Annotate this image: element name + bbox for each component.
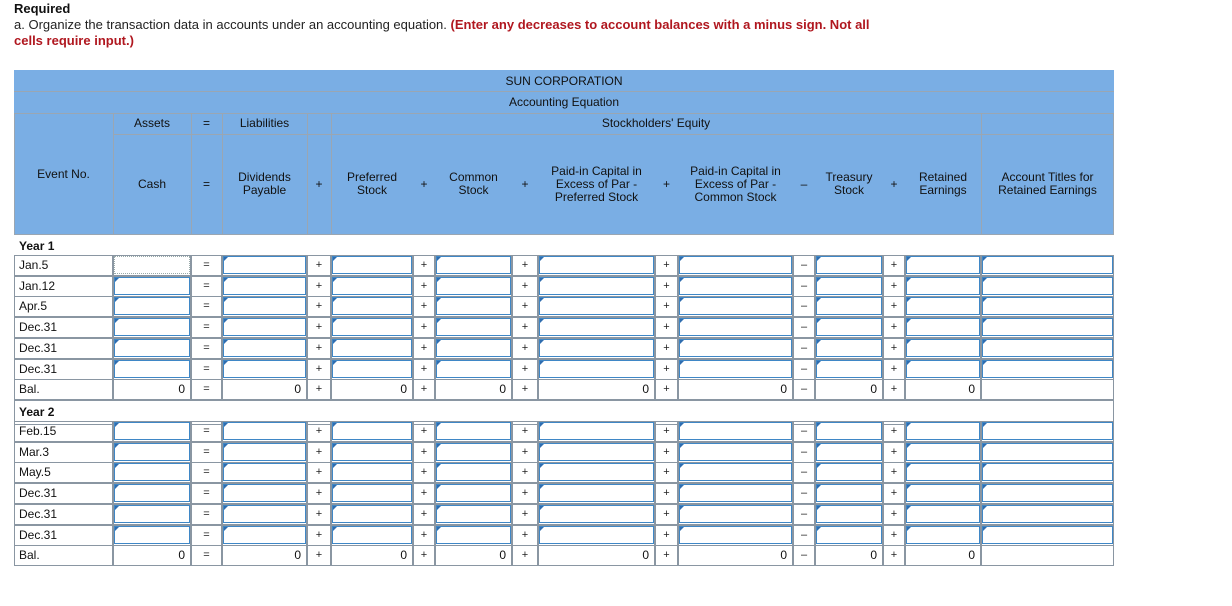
account-titles-input[interactable] bbox=[982, 443, 1113, 461]
minus-sign: – bbox=[800, 383, 808, 396]
plus-sign: + bbox=[315, 487, 323, 500]
plus-sign: + bbox=[663, 528, 670, 541]
balance-label: Bal. bbox=[19, 382, 40, 397]
plus-header-1: + bbox=[315, 176, 323, 191]
minus-header: – bbox=[800, 176, 808, 191]
header-rule bbox=[113, 134, 1114, 135]
treasury-stock-input[interactable] bbox=[816, 360, 882, 378]
pic-common-input[interactable] bbox=[679, 484, 792, 502]
cash-input[interactable] bbox=[114, 422, 190, 440]
plus-sign: + bbox=[315, 300, 323, 313]
dividends-payable-input[interactable] bbox=[223, 318, 306, 336]
common-stock-input[interactable] bbox=[436, 526, 511, 544]
dividends_payable-balance: 0 bbox=[294, 548, 301, 563]
pic-preferred-input[interactable] bbox=[539, 484, 654, 502]
balance-label: Bal. bbox=[19, 548, 40, 563]
plus-sign: + bbox=[420, 507, 428, 520]
plus-sign: + bbox=[315, 549, 323, 562]
account-titles-input[interactable] bbox=[982, 526, 1113, 544]
pic-preferred-input[interactable] bbox=[539, 443, 654, 461]
plus-sign: + bbox=[890, 321, 898, 334]
header-rule bbox=[14, 234, 1114, 235]
pic-preferred-input[interactable] bbox=[539, 463, 654, 481]
dividends-payable-input[interactable] bbox=[223, 277, 306, 295]
minus-sign: – bbox=[800, 445, 808, 458]
treasury-stock-input[interactable] bbox=[816, 422, 882, 440]
common_stock-balance: 0 bbox=[499, 548, 506, 563]
common-stock-input[interactable] bbox=[436, 505, 511, 523]
pic-common-input[interactable] bbox=[679, 277, 792, 295]
dividends-payable-input[interactable] bbox=[223, 339, 306, 357]
pic-common-input[interactable] bbox=[679, 318, 792, 336]
retained-earnings-input[interactable] bbox=[906, 360, 980, 378]
dividends-payable-input[interactable] bbox=[223, 443, 306, 461]
treasury-stock-input[interactable] bbox=[816, 443, 882, 461]
cash-input[interactable] bbox=[114, 277, 190, 295]
equals-sign: = bbox=[203, 425, 210, 437]
plus-header-5: + bbox=[890, 176, 898, 191]
plus-sign: + bbox=[315, 259, 323, 271]
preferred-stock-input[interactable] bbox=[332, 484, 412, 502]
event-label: Apr.5 bbox=[19, 299, 48, 314]
treasury-stock-input[interactable] bbox=[816, 505, 882, 523]
pic-common-input[interactable] bbox=[679, 526, 792, 544]
pic-preferred-input[interactable] bbox=[539, 360, 654, 378]
header-divider bbox=[113, 113, 114, 235]
treasury_stock-balance: 0 bbox=[870, 548, 877, 563]
pic-common-input[interactable] bbox=[679, 463, 792, 481]
dividends-payable-input[interactable] bbox=[223, 422, 306, 440]
cash-input[interactable] bbox=[114, 526, 190, 544]
year-label: Year 2 bbox=[19, 405, 55, 419]
plus-sign: + bbox=[890, 466, 898, 479]
pic-common-header: Paid-in Capital in Excess of Par - Common Stock bbox=[690, 163, 781, 204]
pic-preferred-input[interactable] bbox=[539, 297, 654, 315]
plus-sign: + bbox=[890, 362, 898, 375]
pic-preferred-input[interactable] bbox=[539, 505, 654, 523]
event-label: May.5 bbox=[19, 465, 51, 480]
retained-earnings-input[interactable] bbox=[906, 484, 980, 502]
plus-sign: + bbox=[663, 300, 670, 313]
cash-header: Cash bbox=[137, 176, 166, 191]
minus-sign: – bbox=[800, 487, 808, 500]
plus-sign: + bbox=[420, 466, 428, 479]
treasury-stock-input[interactable] bbox=[816, 277, 882, 295]
pic-common-input[interactable] bbox=[679, 422, 792, 440]
cash-balance: 0 bbox=[178, 548, 185, 563]
treasury_stock-balance: 0 bbox=[870, 382, 877, 397]
plus-sign: + bbox=[315, 362, 323, 375]
plus-sign: + bbox=[890, 487, 898, 500]
plus-sign: + bbox=[663, 279, 670, 292]
header-divider bbox=[14, 113, 15, 235]
instruction-main: a. Organize the transaction data in accounts under an accounting equation. bbox=[14, 17, 451, 32]
account-titles-input[interactable] bbox=[982, 318, 1113, 336]
common-stock-input[interactable] bbox=[436, 277, 511, 295]
plus-sign: + bbox=[663, 362, 670, 375]
plus-sign: + bbox=[420, 425, 428, 437]
plus-sign: + bbox=[420, 549, 428, 562]
cell-border bbox=[981, 545, 1114, 566]
plus-header-2: + bbox=[420, 176, 428, 191]
preferred-stock-input[interactable] bbox=[332, 339, 412, 357]
minus-sign: – bbox=[800, 341, 808, 354]
preferred-stock-input[interactable] bbox=[332, 256, 412, 274]
treasury-stock-input[interactable] bbox=[816, 297, 882, 315]
plus-sign: + bbox=[315, 445, 323, 458]
preferred-stock-input[interactable] bbox=[332, 277, 412, 295]
common-stock-input[interactable] bbox=[436, 484, 511, 502]
minus-sign: – bbox=[800, 528, 808, 541]
event-label: Feb.15 bbox=[19, 424, 57, 438]
event-label: Mar.3 bbox=[19, 444, 50, 459]
cash-input[interactable] bbox=[114, 318, 190, 336]
required-heading: Required bbox=[14, 1, 71, 16]
equals-sign: = bbox=[203, 528, 210, 541]
plus-sign: + bbox=[521, 487, 529, 500]
account-titles-input[interactable] bbox=[982, 277, 1113, 295]
retained-earnings-input[interactable] bbox=[906, 318, 980, 336]
cash-input[interactable] bbox=[114, 360, 190, 378]
preferred_stock-balance: 0 bbox=[400, 548, 407, 563]
treasury-stock-header: Treasury Stock bbox=[825, 170, 873, 197]
equals-sign: = bbox=[203, 466, 210, 479]
accounting-equation-table bbox=[14, 70, 1114, 588]
plus-sign: + bbox=[890, 279, 898, 292]
plus-sign: + bbox=[420, 445, 428, 458]
event-label: Jan.12 bbox=[19, 278, 56, 293]
retained-earnings-input[interactable] bbox=[906, 339, 980, 357]
common-stock-header: Common Stock bbox=[449, 170, 498, 197]
cell-border bbox=[981, 379, 1114, 400]
pic-preferred-input[interactable] bbox=[539, 256, 654, 274]
plus-sign: + bbox=[890, 341, 898, 354]
pic-common-input[interactable] bbox=[679, 339, 792, 357]
plus-sign: + bbox=[420, 259, 428, 271]
minus-sign: – bbox=[800, 362, 808, 375]
event-label: Dec.31 bbox=[19, 340, 58, 355]
plus-sign: + bbox=[663, 383, 670, 396]
minus-sign: – bbox=[800, 321, 808, 334]
plus-sign: + bbox=[890, 383, 898, 396]
plus-sign: + bbox=[521, 259, 529, 271]
equity-group-label: Stockholders' Equity bbox=[601, 116, 711, 130]
plus-sign: + bbox=[420, 383, 428, 396]
pic-preferred-input[interactable] bbox=[539, 422, 654, 440]
plus-sign: + bbox=[315, 279, 323, 292]
minus-sign: – bbox=[800, 507, 808, 520]
plus-sign: + bbox=[663, 445, 670, 458]
common_stock-balance: 0 bbox=[499, 382, 506, 397]
equals-sign: = bbox=[203, 321, 210, 334]
plus-sign: + bbox=[315, 507, 323, 520]
liabilities-group-label: Liabilities bbox=[239, 116, 290, 130]
account-titles-input[interactable] bbox=[982, 339, 1113, 357]
plus-sign: + bbox=[521, 466, 529, 479]
plus-sign: + bbox=[890, 259, 898, 271]
equals-sign: = bbox=[203, 549, 210, 562]
plus-sign: + bbox=[663, 259, 670, 271]
plus-sign: + bbox=[521, 549, 529, 562]
account-titles-input[interactable] bbox=[982, 422, 1113, 440]
preferred-stock-input[interactable] bbox=[332, 463, 412, 481]
cash-balance: 0 bbox=[178, 382, 185, 397]
common-stock-input[interactable] bbox=[436, 443, 511, 461]
preferred-stock-input[interactable] bbox=[332, 422, 412, 440]
treasury-stock-input[interactable] bbox=[816, 339, 882, 357]
cash-input[interactable] bbox=[114, 505, 190, 523]
common-stock-input[interactable] bbox=[436, 256, 511, 274]
cash-input[interactable] bbox=[114, 484, 190, 502]
retained-earnings-input[interactable] bbox=[906, 422, 980, 440]
plus-sign: + bbox=[890, 425, 898, 437]
plus-sign: + bbox=[315, 425, 323, 437]
pic-common-input[interactable] bbox=[679, 297, 792, 315]
plus-sign: + bbox=[420, 279, 428, 292]
header-divider bbox=[222, 113, 223, 235]
event-label: Dec.31 bbox=[19, 506, 58, 521]
common-stock-input[interactable] bbox=[436, 360, 511, 378]
plus-sign: + bbox=[521, 528, 529, 541]
dividends-payable-input[interactable] bbox=[223, 360, 306, 378]
pic-common-input[interactable] bbox=[679, 256, 792, 274]
equals-sign: = bbox=[203, 341, 210, 354]
header-divider bbox=[1113, 113, 1114, 235]
account-titles-header: Account Titles for Retained Earnings bbox=[998, 170, 1097, 197]
preferred-stock-input[interactable] bbox=[332, 297, 412, 315]
plus-header-4: + bbox=[662, 176, 670, 191]
pic_common-balance: 0 bbox=[780, 382, 787, 397]
header-divider bbox=[191, 113, 192, 235]
header-rule bbox=[14, 91, 1114, 92]
event-label: Jan.5 bbox=[19, 258, 49, 272]
account-titles-input[interactable] bbox=[982, 360, 1113, 378]
instruction-text bbox=[14, 17, 874, 49]
cash-input[interactable] bbox=[114, 443, 190, 461]
plus-sign: + bbox=[521, 362, 529, 375]
dividends-payable-input[interactable] bbox=[223, 297, 306, 315]
pic-preferred-input[interactable] bbox=[539, 339, 654, 357]
plus-sign: + bbox=[315, 528, 323, 541]
pic-preferred-input[interactable] bbox=[539, 277, 654, 295]
equals-sign: = bbox=[203, 487, 210, 500]
plus-sign: + bbox=[663, 487, 670, 500]
plus-sign: + bbox=[890, 445, 898, 458]
dividends-payable-input[interactable] bbox=[223, 256, 306, 274]
pic_common-balance: 0 bbox=[780, 548, 787, 563]
pic-preferred-header: Paid-in Capital in Excess of Par - Preferred Stock bbox=[551, 163, 642, 204]
preferred-stock-header: Preferred Stock bbox=[346, 170, 398, 197]
equation-subtitle: Accounting Equation bbox=[508, 95, 620, 109]
equals-group-label: = bbox=[202, 116, 210, 130]
treasury-stock-input[interactable] bbox=[816, 484, 882, 502]
equals-sign: = bbox=[203, 507, 210, 520]
plus-sign: + bbox=[420, 300, 428, 313]
dividends_payable-balance: 0 bbox=[294, 382, 301, 397]
equals-sign: = bbox=[203, 383, 210, 396]
plus-header-3: + bbox=[521, 176, 529, 191]
pic-common-input[interactable] bbox=[679, 443, 792, 461]
common-stock-input[interactable] bbox=[436, 318, 511, 336]
equals-sign: = bbox=[203, 279, 210, 292]
plus-sign: + bbox=[521, 279, 529, 292]
plus-sign: + bbox=[420, 362, 428, 375]
common-stock-input[interactable] bbox=[436, 297, 511, 315]
equals-sign: = bbox=[203, 362, 210, 375]
year-label: Year 1 bbox=[19, 239, 55, 253]
header-divider bbox=[981, 113, 982, 235]
event-no-header: Event No. bbox=[37, 166, 90, 181]
plus-sign: + bbox=[521, 321, 529, 334]
plus-sign: + bbox=[663, 341, 670, 354]
plus-sign: + bbox=[663, 321, 670, 334]
plus-sign: + bbox=[315, 383, 323, 396]
preferred-stock-input[interactable] bbox=[332, 443, 412, 461]
dividends-payable-input[interactable] bbox=[223, 505, 306, 523]
plus-sign: + bbox=[890, 528, 898, 541]
retained-earnings-header: Retained Earnings bbox=[918, 170, 968, 197]
pic-preferred-input[interactable] bbox=[539, 526, 654, 544]
plus-sign: + bbox=[521, 507, 529, 520]
plus-sign: + bbox=[890, 549, 898, 562]
plus-sign: + bbox=[315, 341, 323, 354]
plus-sign: + bbox=[521, 445, 529, 458]
treasury-stock-input[interactable] bbox=[816, 318, 882, 336]
retained-earnings-input[interactable] bbox=[906, 526, 980, 544]
header-divider bbox=[331, 113, 332, 235]
header-divider bbox=[307, 113, 308, 235]
retained-earnings-input[interactable] bbox=[906, 443, 980, 461]
plus-sign: + bbox=[890, 507, 898, 520]
plus-sign: + bbox=[521, 341, 529, 354]
minus-sign: – bbox=[800, 466, 808, 479]
cash-input[interactable] bbox=[114, 297, 190, 315]
company-title: SUN CORPORATION bbox=[505, 74, 623, 88]
treasury-stock-input[interactable] bbox=[816, 526, 882, 544]
retained-earnings-input[interactable] bbox=[906, 256, 980, 274]
plus-sign: + bbox=[420, 487, 428, 500]
cash-input[interactable] bbox=[114, 339, 190, 357]
account-titles-input[interactable] bbox=[982, 256, 1113, 274]
pic-preferred-input[interactable] bbox=[539, 318, 654, 336]
preferred-stock-input[interactable] bbox=[332, 526, 412, 544]
preferred-stock-input[interactable] bbox=[332, 360, 412, 378]
plus-sign: + bbox=[890, 300, 898, 313]
account-titles-input[interactable] bbox=[982, 297, 1113, 315]
retained-earnings-input[interactable] bbox=[906, 505, 980, 523]
dividends-payable-header: Dividends Payable bbox=[238, 170, 291, 197]
header-rule bbox=[14, 113, 1114, 114]
account-titles-input[interactable] bbox=[982, 463, 1113, 481]
common-stock-input[interactable] bbox=[436, 339, 511, 357]
equals-sign: = bbox=[203, 445, 210, 458]
plus-sign: + bbox=[521, 425, 529, 437]
treasury-stock-input[interactable] bbox=[816, 463, 882, 481]
assets-group-label: Assets bbox=[133, 116, 170, 130]
dividends-payable-input[interactable] bbox=[223, 484, 306, 502]
minus-sign: – bbox=[800, 279, 808, 292]
event-label: Dec.31 bbox=[19, 320, 58, 335]
event-label: Dec.31 bbox=[19, 527, 58, 542]
plus-sign: + bbox=[315, 321, 323, 334]
pic_preferred-balance: 0 bbox=[642, 382, 649, 397]
equals-header: = bbox=[202, 176, 210, 191]
retained-earnings-input[interactable] bbox=[906, 463, 980, 481]
plus-sign: + bbox=[663, 466, 670, 479]
account-titles-input[interactable] bbox=[982, 505, 1113, 523]
preferred_stock-balance: 0 bbox=[400, 382, 407, 397]
dividends-payable-input[interactable] bbox=[223, 526, 306, 544]
dividends-payable-input[interactable] bbox=[223, 463, 306, 481]
retained_earnings-balance: 0 bbox=[968, 382, 975, 397]
minus-sign: – bbox=[800, 425, 808, 437]
equals-sign: = bbox=[203, 259, 210, 271]
pic-common-input[interactable] bbox=[679, 505, 792, 523]
event-label: Dec.31 bbox=[19, 486, 58, 501]
minus-sign: – bbox=[800, 259, 808, 271]
plus-sign: + bbox=[663, 507, 670, 520]
retained-earnings-input[interactable] bbox=[906, 277, 980, 295]
plus-sign: + bbox=[663, 549, 670, 562]
pic_preferred-balance: 0 bbox=[642, 548, 649, 563]
equals-sign: = bbox=[203, 300, 210, 313]
plus-sign: + bbox=[663, 425, 670, 437]
plus-sign: + bbox=[420, 528, 428, 541]
preferred-stock-input[interactable] bbox=[332, 505, 412, 523]
common-stock-input[interactable] bbox=[436, 463, 511, 481]
event-label: Dec.31 bbox=[19, 361, 58, 376]
plus-sign: + bbox=[315, 466, 323, 479]
plus-sign: + bbox=[521, 300, 529, 313]
account-titles-input[interactable] bbox=[982, 484, 1113, 502]
plus-sign: + bbox=[420, 341, 428, 354]
pic-common-input[interactable] bbox=[679, 360, 792, 378]
minus-sign: – bbox=[800, 300, 808, 313]
retained-earnings-input[interactable] bbox=[906, 297, 980, 315]
treasury-stock-input[interactable] bbox=[816, 256, 882, 274]
plus-sign: + bbox=[521, 383, 529, 396]
minus-sign: – bbox=[800, 549, 808, 562]
cash-input bbox=[114, 256, 190, 274]
retained_earnings-balance: 0 bbox=[968, 548, 975, 563]
cash-input[interactable] bbox=[114, 463, 190, 481]
plus-sign: + bbox=[420, 321, 428, 334]
preferred-stock-input[interactable] bbox=[332, 318, 412, 336]
common-stock-input[interactable] bbox=[436, 422, 511, 440]
instruction-emphasis: (Enter any decreases to account balances with a minus sign. Not all cells require input.) bbox=[14, 17, 870, 48]
